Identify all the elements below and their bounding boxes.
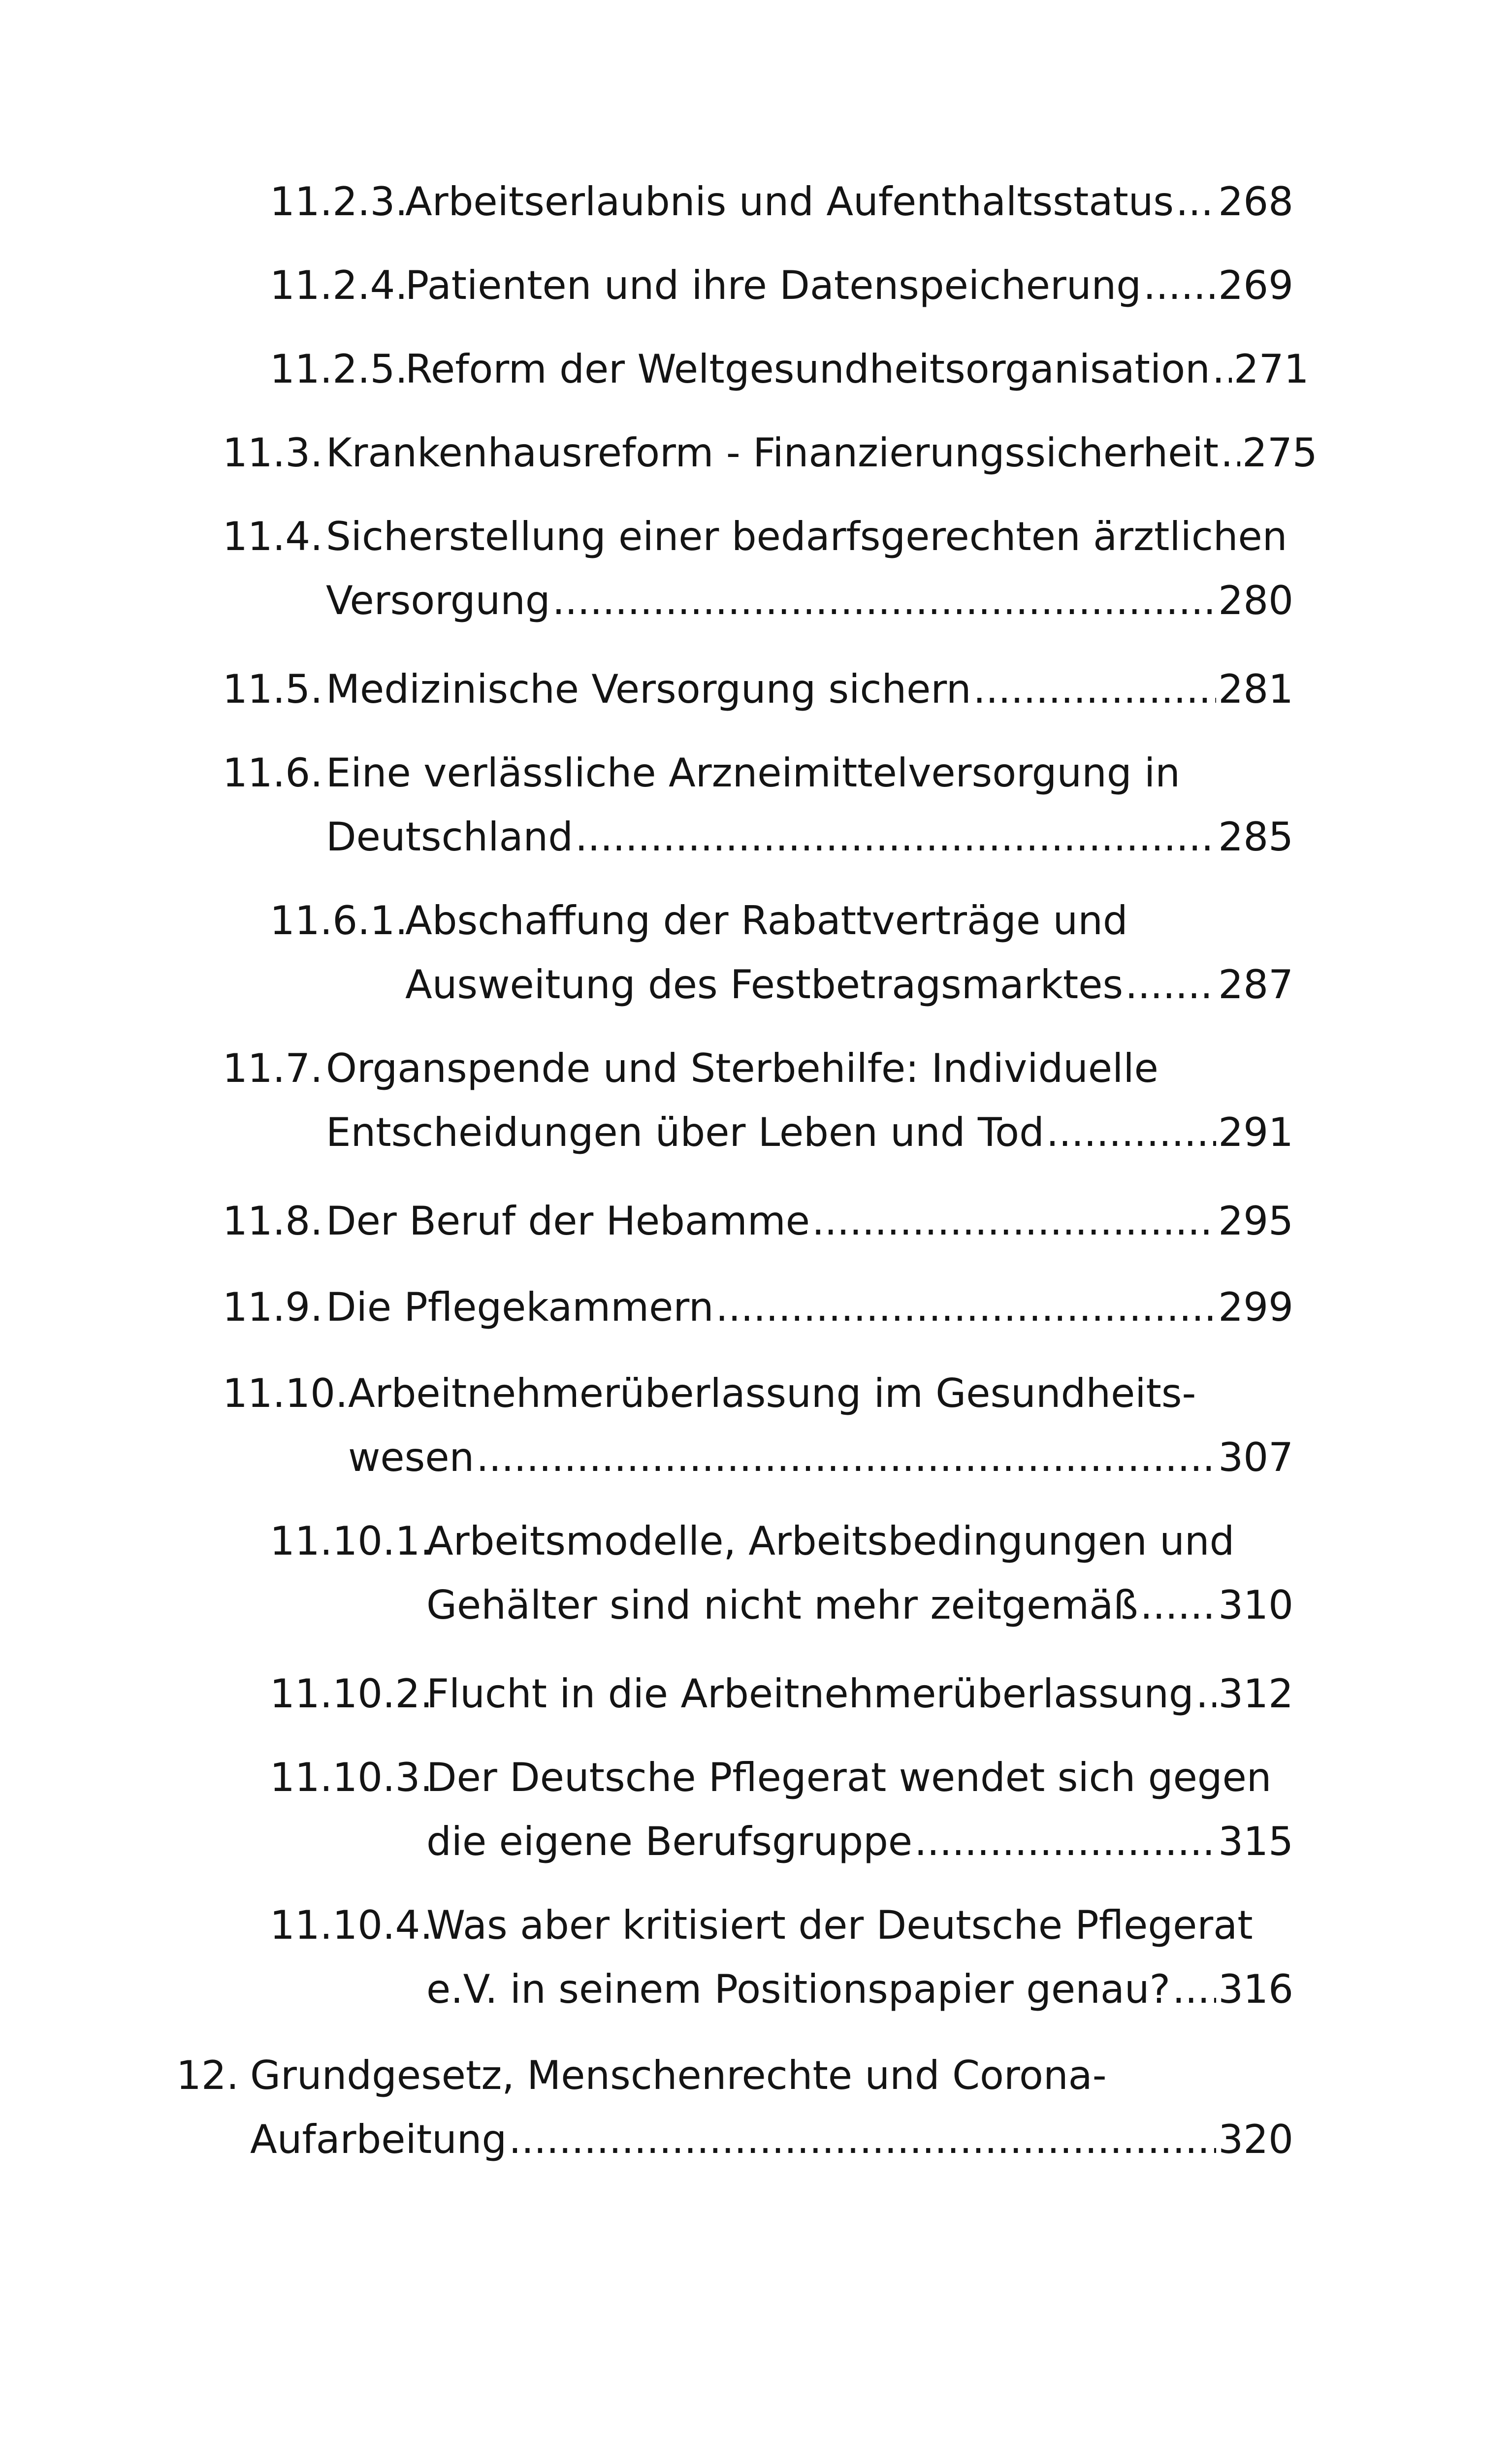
toc-dot-leader [1140,1573,1217,1637]
toc-entry[interactable] [270,889,1293,1017]
toc-entry-title-continued: Entscheidungen über Leben und Tod [326,1109,1044,1155]
toc-dot-leader [1046,1101,1216,1165]
toc-entry[interactable] [270,337,1309,401]
toc-page-number: 275 [1242,430,1318,476]
toc-entry-line [270,1810,1293,1874]
toc-page-number: 307 [1218,1434,1293,1480]
toc-entry-title-continued: Deutschland [326,814,573,860]
toc-entry-line [270,170,1293,234]
toc-page-number: 287 [1218,962,1293,1008]
toc-entry-line [270,254,1293,318]
toc-entry-number: 11.2.5. [270,346,408,392]
toc-entry-title: Sicherstellung einer bedarfsgerechten ärztlichen [326,514,1287,559]
toc-entry-line [223,1189,1293,1253]
toc-dot-leader [1143,254,1216,318]
toc-entry-title-continued: wesen [348,1434,475,1480]
toc-entry-title: Grundgesetz, Menschenrechte und Corona- [250,2052,1107,2098]
toc-entry[interactable] [223,421,1318,485]
toc-dot-leader [1172,1957,1216,2021]
toc-entry-line [223,1362,1293,1426]
toc-entry-number: 11.7. [223,1045,323,1091]
toc-entry[interactable] [223,505,1293,633]
toc-page-number: 295 [1218,1198,1293,1244]
toc-entry[interactable] [270,254,1293,318]
toc-entry-number: 11.10.1. [270,1518,433,1564]
toc-entry-number: 11.2.3. [270,179,408,225]
toc-dot-leader [1176,170,1216,234]
toc-dot-leader [1196,1662,1217,1726]
toc-entry-line [270,1746,1293,1810]
toc-entry-title: Der Beruf der Hebamme [326,1198,810,1244]
toc-entry-number: 11.5. [223,666,323,712]
toc-entry-line [270,1573,1293,1637]
toc-entry[interactable] [223,1189,1293,1253]
toc-dot-leader [973,657,1217,721]
toc-entry-number: 11.2.4. [270,262,408,308]
toc-entry-line [270,1509,1293,1573]
toc-entry[interactable] [223,1037,1293,1165]
toc-entry[interactable] [270,1662,1293,1726]
toc-entry[interactable] [223,741,1293,869]
toc-entry-number: 11.10.2. [270,1671,433,1717]
toc-entry-title: Eine verlässliche Arzneimittelversorgung in [326,750,1180,796]
toc-entry-line [223,421,1318,485]
toc-entry[interactable] [176,2044,1293,2172]
toc-entry-title: Reform der Weltgesundheitsorganisation [405,346,1210,392]
toc-entry-title: Organspende und Sterbehilfe: Individuelle [326,1045,1158,1091]
toc-entry-title: Flucht in die Arbeitnehmerüberlassung [426,1671,1194,1717]
toc-page-number: 281 [1218,666,1293,712]
toc-entry-line [270,337,1309,401]
toc-entry-number: 11.6. [223,750,323,796]
toc-page-number: 269 [1218,262,1293,308]
toc-page-number: 280 [1218,578,1293,623]
toc-page-number: 291 [1218,1109,1293,1155]
toc-dot-leader [1125,953,1216,1017]
toc-dot-leader [914,1810,1216,1874]
toc-entry-line [270,1662,1293,1726]
toc-page-number: 316 [1218,1966,1293,2012]
toc-entry[interactable] [223,1275,1293,1339]
toc-entry-title-continued: Aufarbeitung [250,2117,507,2162]
toc-entry-line [223,1101,1293,1165]
toc-entry-line [223,1275,1293,1339]
toc-entry-title: Die Pflegekammern [326,1284,714,1330]
toc-entry-line [223,805,1293,869]
toc-page-number: 310 [1218,1582,1293,1628]
toc-dot-leader [812,1189,1216,1253]
toc-entry[interactable] [223,657,1293,721]
toc-entry-line [223,741,1293,805]
toc-entry-title: Abschaffung der Rabattverträge und [405,898,1128,944]
toc-dot-leader [716,1275,1217,1339]
toc-page-number: 268 [1218,179,1293,225]
toc-entry-title: Was aber kritisiert der Deutsche Pflegerat [426,1902,1253,1948]
toc-entry-number: 11.10.3. [270,1755,433,1800]
toc-entry-number: 11.6.1. [270,898,408,944]
toc-entry-number: 11.10. [223,1370,348,1416]
toc-entry-number: 11.8. [223,1198,323,1244]
toc-entry-line [223,1037,1293,1101]
toc-entry-title-continued: Versorgung [326,578,550,623]
toc-entry-line [270,889,1293,953]
toc-entry-line [223,657,1293,721]
toc-entry[interactable] [223,1362,1293,1490]
toc-entry-title: Arbeitnehmerüberlassung im Gesundheits- [348,1370,1196,1416]
toc-dot-leader [1221,421,1240,485]
toc-page-number: 285 [1218,814,1293,860]
toc-entry-title-continued: Gehälter sind nicht mehr zeitgemäß [426,1582,1138,1628]
toc-entry-title-continued: Ausweitung des Festbetragsmarktes [405,962,1124,1008]
toc-entry-number: 11.3. [223,430,323,476]
toc-entry-number: 12. [176,2052,239,2098]
toc-dot-leader [509,2108,1216,2172]
toc-entry-number: 11.4. [223,514,323,559]
toc-entry-line [223,505,1293,569]
toc-page-number: 299 [1218,1284,1293,1330]
toc-entry[interactable] [270,170,1293,234]
toc-entry-title: Medizinische Versorgung sichern [326,666,971,712]
toc-entry-line [223,569,1293,633]
toc-entry-line [270,953,1293,1017]
toc-entry-title-continued: e.V. in seinem Positionspapier genau? [426,1966,1171,2012]
toc-entry-line [176,2108,1293,2172]
toc-entry[interactable] [270,1893,1293,2021]
toc-entry-title: Der Deutsche Pflegerat wendet sich gegen [426,1755,1272,1800]
toc-entry-title: Patienten und ihre Datenspeicherung [405,262,1142,308]
toc-page-number: 320 [1218,2117,1293,2162]
toc-entry-line [176,2044,1293,2108]
toc-dot-leader [1212,337,1232,401]
toc-page-number: 315 [1218,1819,1293,1864]
toc-entry-line [270,1957,1293,2021]
toc-page-number: 271 [1233,346,1309,392]
toc-entry-line [223,1426,1293,1490]
toc-entry[interactable] [270,1746,1293,1874]
toc-entry-title-continued: die eigene Berufsgruppe [426,1819,913,1864]
toc-entry-title: Krankenhausreform - Finanzierungssicherheit [326,430,1219,476]
toc-dot-leader [552,569,1217,633]
toc-entry-number: 11.9. [223,1284,323,1330]
toc-entry[interactable] [270,1509,1293,1637]
toc-entry-line [270,1893,1293,1957]
toc-dot-leader [476,1426,1216,1490]
toc-entry-title: Arbeitsmodelle, Arbeitsbedingungen und [426,1518,1235,1564]
toc-dot-leader [575,805,1216,869]
toc-entry-title: Arbeitserlaubnis und Aufenthaltsstatus [405,179,1174,225]
toc-entry-number: 11.10.4. [270,1902,433,1948]
toc-page-number: 312 [1218,1671,1293,1717]
